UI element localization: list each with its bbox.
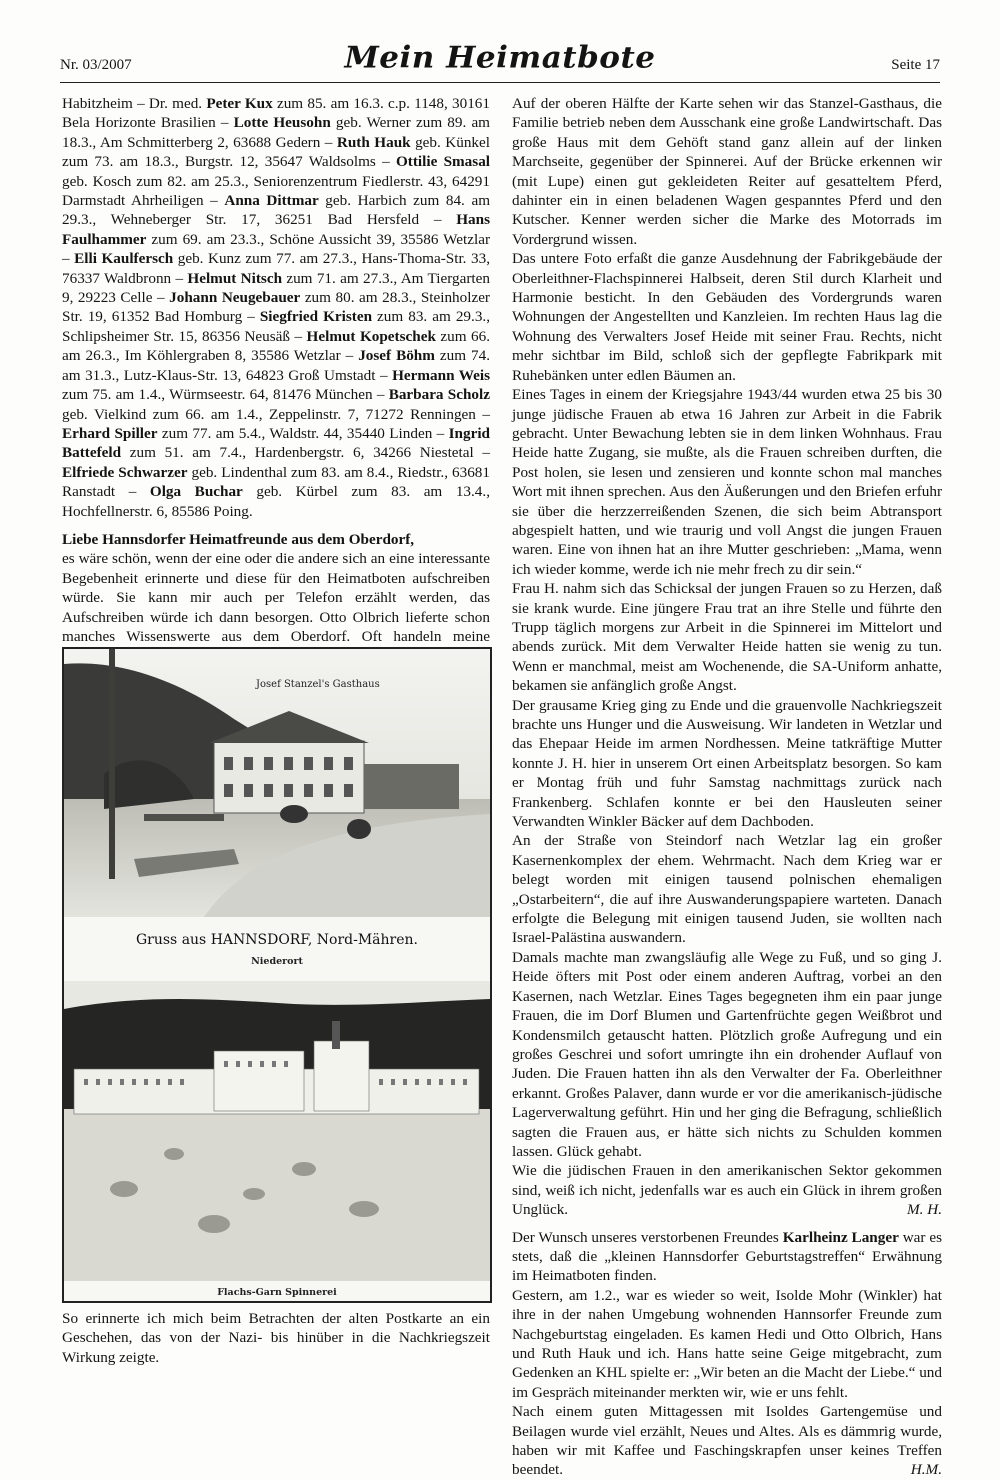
birthday-text: zum 80. am 28.3., Steinholzer Str. 19, 61352 Bad Homburg – [62,289,490,326]
birthday-name: Siegfried Kristen [259,308,373,326]
birthday-text: zum 66. am 26.3., Im Köhlergraben 8, 35586 Wetzlar – [62,327,490,365]
left-column [62,94,490,685]
birthday-text: geb. Kunz zum 77. am 27.3., Hans-Thoma-Str. 33, 76337 Waldbronn – [62,250,491,287]
birthday-text: zum 69. am 23.3., Schöne Aussicht 39, 35586 Wetzlar – [62,230,490,268]
story-paragraph: Das untere Foto erfaßt die ganze Ausdehnung der Fabrikgebäude der Oberleithner-Flachspinnerei Halbseit, deren Stil durch Klarheit und Harmonie besticht. In den Gebäuden des Vordergrunds waren Wohnungen der Angestellten und Kanzleien. Im rechten Haus lag die Wohnung des Verwalters Josef Heide mit seiner Frau. Rechts, nicht mehr sichtbar im Bild, schloß sich der gepflegte Fabrikpark mit Ruhebänken unter edlen Bäumen an. [512,250,942,384]
header-rule [60,82,940,83]
langer-paragraph-text: Nach einem guten Mittagessen mit Isoldes Gartengemüse und Beilagen wurde viel erzählt, Neues und Altes. Als es dämmrig wurde, haben wir mit Kaffee und Faschingskrapfen unser keines Treffen beendet. [512,1403,942,1479]
birthday-name: Anna Dittmar [224,192,319,210]
langer-intro [512,1228,942,1286]
langer-intro-before: Der Wunsch unseres verstorbenen Freundes [512,1228,783,1246]
birthday-text: geb. Kürbel zum 83. am 13.4., Hochfellnerstr. 6, 85586 Poing. [62,483,490,520]
birthday-text: Habitzheim – Dr. med. [62,95,207,112]
birthday-text: zum 74. am 31.3., Lutz-Klaus-Str. 13, 64823 Groß Umstadt – [62,347,490,384]
langer-paragraph: Gestern, am 1.2., war es wieder so weit, Isolde Mohr (Winkler) hat ihre in der nahen Umgebung wohnenden Hannsorfer Freunde zum Nachgeburtstag eingeladen. Es kamen Hedi und Otto Olbrich, Hans und Ruth Hauk und ich. Hans hatte seine Geige mitgebracht, zum Gedenken an KHL spielte er: „Wir beten an die Macht der Liebe.“ und im Gespräch miteinander merkten wir, wie er uns fehlt. [512,1286,942,1401]
birthday-name: Hermann Weis [392,366,490,384]
birthday-text: geb. Künkel zum 73. am 18.3., Burgstr. 12, 35647 Waldsolms – [62,133,490,171]
langer-paragraph-final [512,1402,942,1480]
bottom-photo-label: Flachs-Garn Spinnerei [217,1287,337,1298]
birthday-name: Peter Kux [206,95,273,112]
masthead-title: Mein Heimatbote [344,40,656,76]
birthday-text: zum 83. am 29.3., Schlipsheimer Str. 15, 86356 Neusäß – [62,308,491,345]
birthday-text: geb. Kosch zum 82. am 25.3., Seniorenzentrum Fiedlerstr. 43, 64291 Darmstadt Ahrheiligen – [62,172,490,210]
birthday-name: Helmut Nitsch [187,269,283,287]
birthday-text: zum 85. am 16.3. c.p. 1148, 30161 Bela Horizonte Brasilien – [62,95,490,132]
right-column [512,94,942,1480]
story-paragraph: Damals machte man zwangsläufig alle Wege zu Fuß, und so ging J. Heide öfters mit Post oder einem anderen Auftrag, vorbei an den Kasernen, nach Wetzlar. Eines Tages begegneten ihm ein paar junge Frauen, die im Dorf Blumen und Gartenfrüchte gegen Weißbrot und Kondensmilch getauscht hatten. Plötzlich große Aufregung und ein großes Geschrei und sofort umringte ihn ein drohender Auflauf von Juden. Die Frauen hatten ihn als den Verwalter der Fa. Oberleithner erkannt. Großes Palaver, dann wurde er vor die amerikanisch-jüdische Lagerverwaltung geführt. Hin und her ging die Befragung, schließlich sagten die Frauen aus, er hätte sich nichts zu Schulden kommen lassen. Glück gehabt. [512,948,942,1160]
birthday-text: geb. Vielkind zum 66. am 1.4., Zeppelinstr. 7, 71272 Renningen – [62,405,490,423]
birthday-name: Ruth Hauk [336,133,411,151]
birthday-list [62,94,490,521]
birthday-name: Ingrid Battefeld [62,424,490,462]
letter-body: es wäre schön, wenn der eine oder die andere sich an eine interessante Begebenheit erinnerte und diese für den Heimatboten aufschreiben würde. Sie kann mir auch per Telefon erzählt werden, das Aufschreiben würde ich dann besorgen. Otto Olbrich lieferte schon manches Wissenswerte aus dem Oberdorf. Oft handeln meine [62,550,490,645]
birthday-name: Elli Kaulfersch [74,250,174,268]
birthday-text: zum 71. am 27.3., Am Tiergarten 9, 29223 Celle – [62,269,490,307]
postcard-image [62,647,492,1303]
story-paragraph: Eines Tages in einem der Kriegsjahre 1943/44 wurden etwa 25 bis 30 junge jüdische Frauen ab etwa 16 Jahren zur Arbeit in die Fabrik gebracht. Unter Bewachung lebten sie in dem linken Wohnhaus. Frau Heide hatte Zugang, sie mußte, als die Frauen schreiben durften, die Post holen, sie lesen und zensieren und konnte schon mal manches Wort mit ihnen sprechen. Aus den Äußerungen und den Briefen erfuhr sie über die herzzerreißenden Szenen, die sich beim Abtransport abgespielt hatten, und wie traurig und voll Angst die jungen Frauen waren. Eine von ihnen hat an ihre Mutter geschrieben: „Mama, wenn ich wieder komme, werde ich nie mehr frech zu dir sein.“ [512,386,942,578]
postcard-greeting: Gruss aus HANNSDORF, Nord-Mähren. [135,932,419,948]
birthday-name: Erhard Spiller [62,424,158,442]
story-signature: M. H. [906,1201,942,1219]
top-photo-label: Josef Stanzel's Gasthaus [256,679,380,690]
birthday-name: Olga Buchar [149,483,243,501]
langer-name: Karlheinz Langer [782,1228,899,1246]
issue-number: Nr. 03/2007 [60,57,132,73]
birthday-text: geb. Lindenthal zum 83. am 8.4., Riedstr., 63681 Ranstadt – [62,463,490,501]
story-paragraph-text: Wie die jüdischen Frauen in den amerikanischen Sektor gekommen sind, weiß ich nicht, jedenfalls war es auch ein Glück in ihrem großen Unglück. [512,1162,942,1219]
story-paragraph-final [512,1161,942,1219]
birthday-name: Ottilie Smasal [395,153,491,171]
story-paragraph: An der Straße von Steindorf nach Wetzlar lag ein großer Kasernenkomplex der ehem. Wehrmacht. Nach dem Krieg war er belegt worden mit einigen tausend polnischen ehemaligen „Ostarbeitern“, die auf ihre Auswanderungspapiere warteten. Danach erfolgte die Belegung mit einigen tausend Juden, sie wollten nach Israel-Palästina auswandern. [512,832,942,947]
langer-intro-after: war es stets, daß die „kleinen Hannsdorfer Geburtstagstreffen“ Erwähnung im Heimatboten finden. [512,1228,942,1285]
page-number: Seite 17 [891,57,940,73]
letter-heading: Liebe Hannsdorfer Heimatfreunde aus dem Oberdorf, [62,530,415,548]
story-paragraph: Der grausame Krieg ging zu Ende und die grauenvolle Nachkriegszeit brachte uns Hunger und die Ausweisung. Wir landeten in Wetzlar und das Ehepaar Heide im armen Nordhessen. Meine tatkräftige Mutter konnte J. H. hier in unserem Ort einen Arbeitsplatz besorgen. So kam er Montag früh und fuhr Samstag nachmittags zurück nach Frankenberg. Schlafen konnte er bei den Hausleuten seiner Verwandten Winkler Bäcker auf dem Dachboden. [512,696,942,831]
birthday-name: Hans Faulhammer [62,211,490,248]
birthday-name: Johann Neugebauer [169,289,301,307]
birthday-text: geb. Harbich zum 84. am 29.3., Wehneberger Str. 17, 36251 Bad Hersfeld – [62,192,491,229]
birthday-name: Elfriede Schwarzer [62,463,188,481]
postcard-subtitle: Niederort [251,956,303,967]
birthday-name: Barbara Scholz [388,386,490,404]
spinnerei-photo [64,981,490,1281]
birthday-text: zum 77. am 5.4., Waldstr. 44, 35440 Linden – [157,424,449,442]
story-paragraph: Frau H. nahm sich das Schicksal der jungen Frauen so zu Herzen, daß sie krank wurde. Eine jüngere Frau trat an ihre Stelle und führte den Trupp täglich morgens zur Arbeit in die Spinnerei im Mittelort und abends zurück. Mit dem Verwalter Heide hatten sie wenig zu tun. Wenn er manchmal, meist am Wochenende, die SA-Uniform anhatte, bekamen sie anfänglich große Angst. [512,580,942,695]
birthday-name: Helmut Kopetschek [306,327,436,345]
birthday-name: Lotte Heusohn [233,114,331,132]
langer-signature: H.M. [910,1461,942,1479]
birthday-text: zum 75. am 1.4., Würmseestr. 64, 81476 München – [62,386,389,404]
story-paragraph: Auf der oberen Hälfte der Karte sehen wir das Stanzel-Gasthaus, die Familie betrieb neben dem Ausschank eine große Landwirtschaft. Das große Haus mit dem Gehöft stand ganz allein auf der linken Marchseite, gegenüber der Spinnerei. Auf der Brücke erkennen wir (mit Lupe) einen gut gekleideten Reiter auf gesatteltem Pferd, dahinter ein in einen beladenen Wagen gespanntes Pferd und den Kutscher. Kenner werden sicher die Marke des Motorrads im Vordergrund wissen. [512,95,942,248]
postcard-caption: So erinnerte ich mich beim Betrachten der alten Postkarte an ein Geschehen, das von der Nazi- bis hinüber in die Nachkriegszeit Wirkung zeigte. [62,1310,490,1366]
birthday-text: zum 51. am 7.4., Hardenbergstr. 6, 34266 Niestetal – [121,444,490,462]
page-header [60,40,940,80]
birthday-name: Josef Böhm [358,347,435,365]
birthday-text: geb. Werner zum 89. am 18.3., Am Schmitterberg 2, 63688 Gedern – [62,114,490,151]
